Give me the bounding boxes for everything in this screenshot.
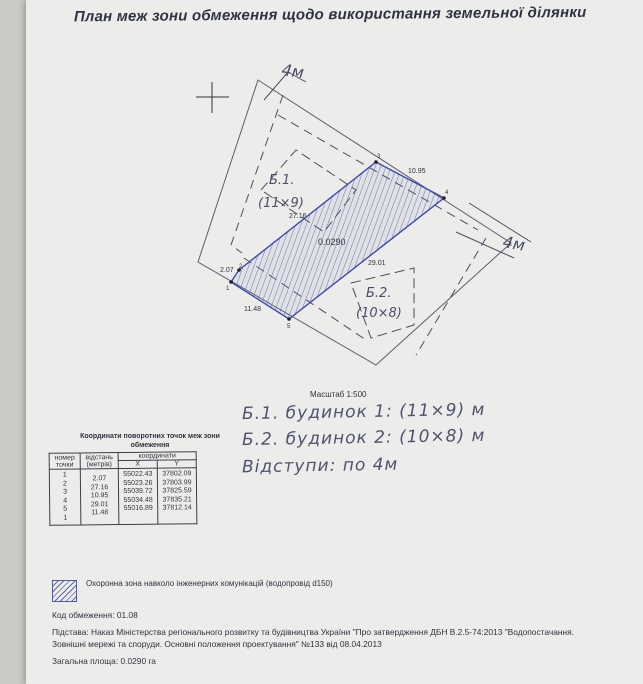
scale-label: Масштаб 1:500 [310, 390, 367, 399]
header-coordinates: координати [118, 452, 196, 461]
b2-size: (10×8) [356, 306, 402, 321]
y-column: 37802.09 37803.99 37825.59 37835.21 37812.14 [157, 468, 197, 524]
offset-label-top: 4м [280, 60, 306, 83]
x-column: 55022.43 55023.26 55039.72 55034.48 55016.89 [118, 468, 158, 524]
area-label: 0.0290 [318, 237, 346, 247]
point-label-4: 4 [445, 190, 449, 196]
edge-label-3-4: 10.95 [408, 168, 426, 175]
restriction-code: Код обмеження: 01.08 [52, 610, 138, 620]
offset-label-right: 4м [501, 232, 527, 255]
basis-line-1: Підстава: Наказ Міністерства регіонального розвитку та будівництва України "Про затвердження ДБН В.2.5-74:2013 "Водопостачання. [52, 627, 575, 637]
document-sheet [26, 0, 643, 684]
legend-text: Охоронна зона навколо інженерних комунікацій (водопровід d150) [86, 579, 333, 588]
point-label-2: 2 [239, 264, 243, 270]
basis-line-2: Зовнішні мережі та споруди. Основні положення проектування" №133 від 08.04.2013 [52, 639, 382, 649]
point-label-3: 3 [377, 154, 381, 160]
header-point: номер точки [49, 453, 80, 469]
edge-label-1-2: 2.07 [220, 267, 234, 274]
note-building-1: Б.1. будинок 1: (11×9) м [241, 399, 486, 425]
edge-label-5-1: 11.48 [244, 306, 261, 313]
point-label-1: 1 [226, 286, 230, 292]
edge-label-4-5: 29.01 [368, 260, 386, 267]
b1-size: (11×9) [258, 196, 304, 211]
header-y: Y [157, 460, 196, 468]
building-b2-outline [351, 268, 414, 338]
b2-label: Б.2. [366, 286, 392, 301]
edge-label-2-3: 27.16 [289, 213, 307, 220]
distances-column: 2.07 27.16 10.95 29.01 11.48 [80, 469, 119, 525]
total-area: Загальна площа: 0.0290 га [52, 656, 156, 666]
point-label-5: 5 [287, 324, 291, 330]
header-x: X [118, 460, 157, 468]
document-title: План меж зони обмеження щодо використання земельної ділянки [73, 3, 587, 26]
coordinates-table-title: Координати поворотних точок меж зони обмеження [80, 433, 220, 449]
coordinates-table [49, 451, 198, 526]
note-setbacks: Відступи: по 4м [241, 454, 399, 478]
header-distance: відстань (метрів) [80, 453, 118, 469]
b1-label: Б.1. [269, 173, 295, 188]
grid-cross-icon [196, 82, 229, 113]
legend-hatch-swatch [52, 580, 77, 602]
note-building-2: Б.2. будинок 2: (10×8) м [241, 425, 486, 451]
points-column: 1 2 3 4 5 1 [49, 469, 81, 525]
